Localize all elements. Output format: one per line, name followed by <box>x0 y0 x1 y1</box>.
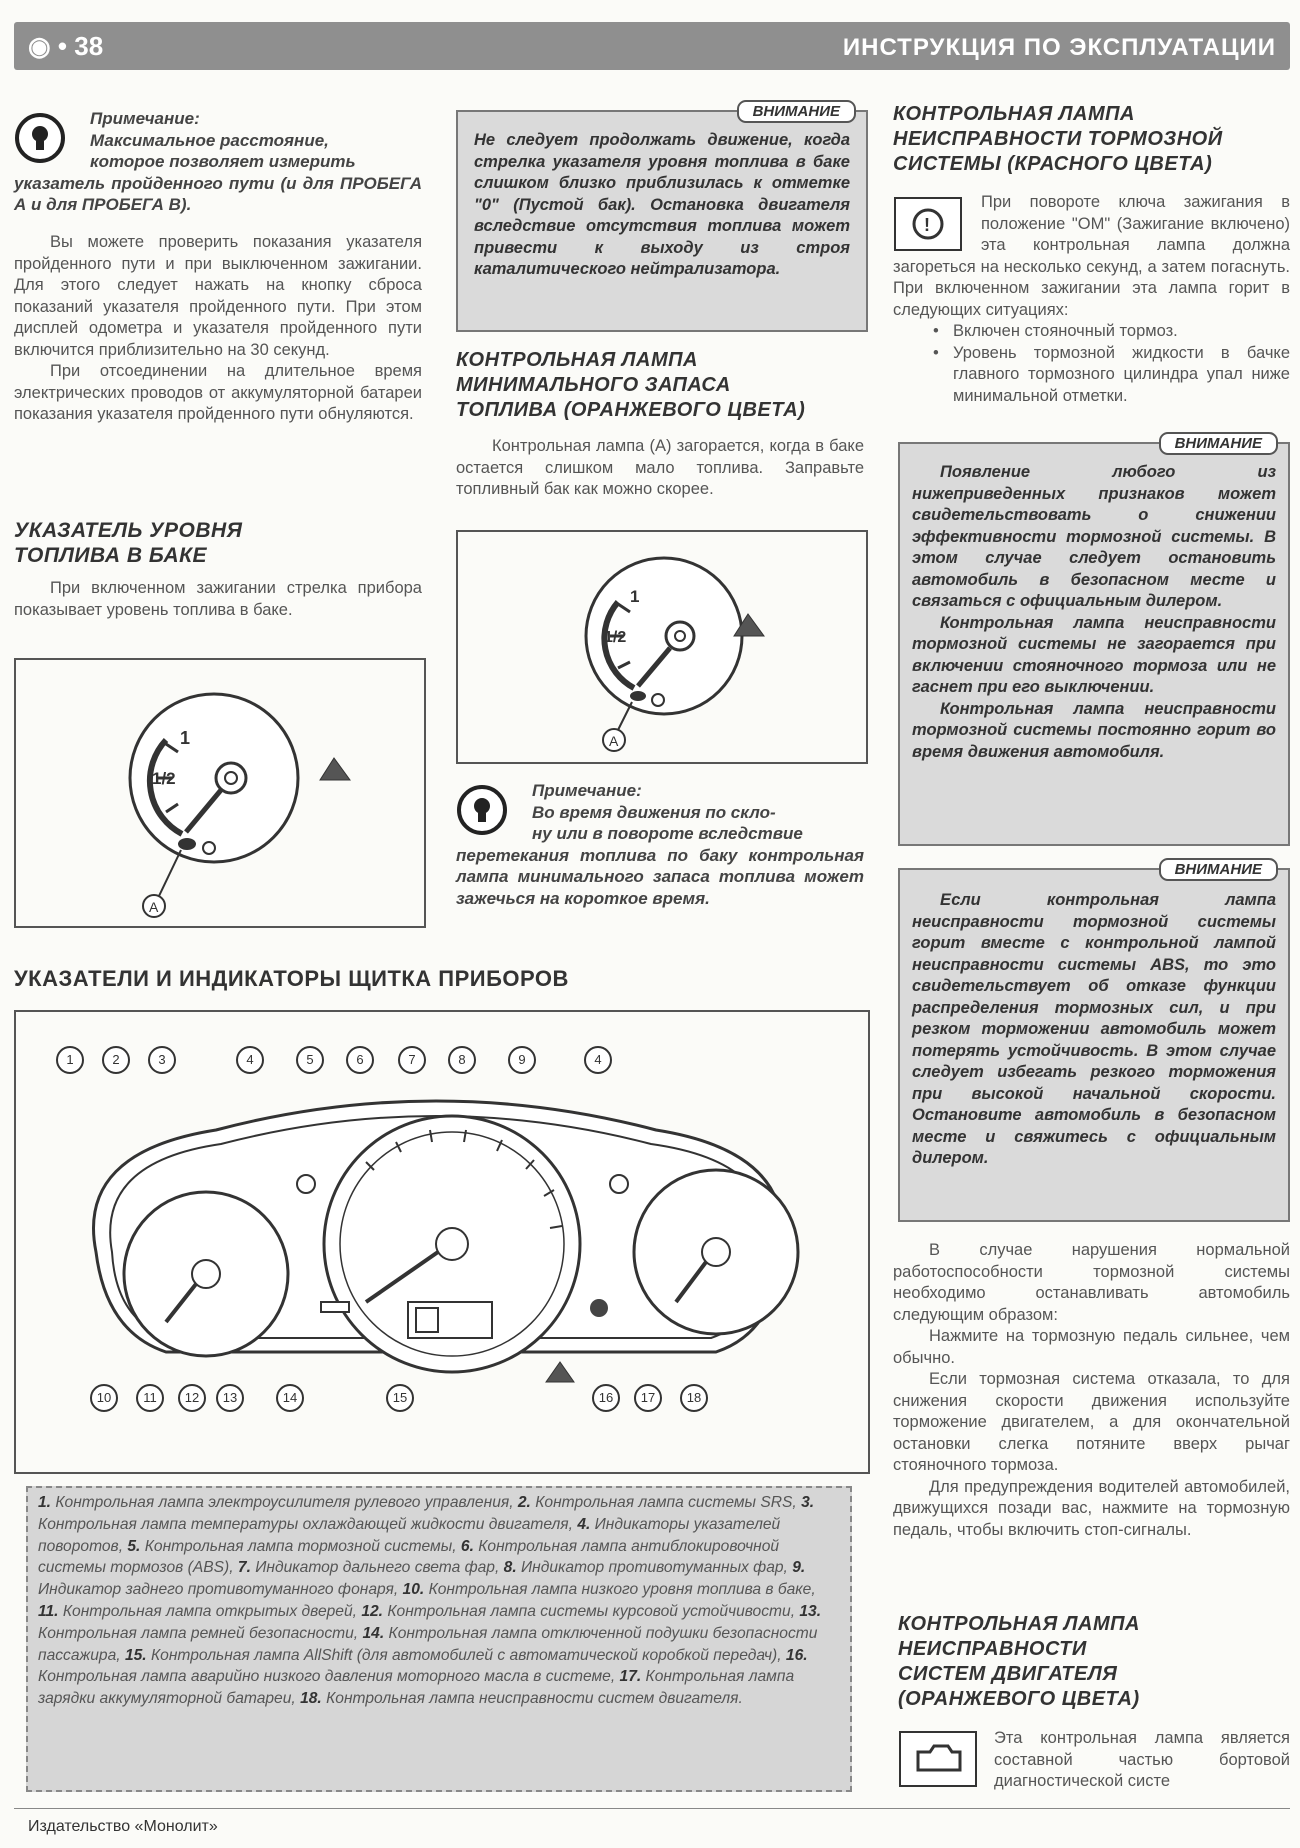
footer-rule <box>14 1808 1290 1809</box>
page-header <box>14 22 1290 70</box>
legend-item: Контрольная лампа антиблокировочной системы тормозов (ABS), <box>38 1537 780 1577</box>
legend-item: Контрольная лампа системы курсовой устойчивости, <box>387 1602 800 1620</box>
callout-bottom: 12 <box>178 1384 206 1412</box>
cluster-heading: УКАЗАТЕЛИ И ИНДИКАТОРЫ ЩИТКА ПРИБОРОВ <box>14 966 569 991</box>
legend-item: Контрольная лампа тормозной системы, <box>144 1537 461 1555</box>
legend-item: Контрольная лампа электроусилителя рулевого управления, <box>55 1494 518 1511</box>
low-fuel-drawing <box>458 532 866 762</box>
legend-item: Контрольная лампа открытых дверей, <box>62 1602 362 1620</box>
brake-warning-icon <box>893 196 963 252</box>
gauge-mark-half: 1/2 <box>152 769 176 788</box>
legend-number: 4. <box>577 1515 595 1533</box>
turn-right-icon <box>610 1175 628 1193</box>
low-fuel-text: Контрольная лампа (А) загорается, когда в баке остается слишком мало топлива. Заправьте топливный бак как можно скорее. <box>456 437 864 498</box>
engine-heading: КОНТРОЛЬНАЯ ЛАМПА НЕИСПРАВНОСТИ СИСТЕМ ДВИГАТЕЛЯ (ОРАНЖЕВОГО ЦВЕТА) <box>898 1613 1140 1710</box>
warning-tag: ВНИМАНИЕ <box>1159 858 1278 881</box>
sunburst-mark-icon <box>320 758 350 780</box>
callout-top: 2 <box>102 1046 130 1074</box>
legend-number: 16. <box>785 1646 808 1664</box>
brake-intro-block: ! При повороте ключа зажигания в положение "ОМ" (Зажигание включено) эта контрольная лампа должна загореться на несколько секунд, а затем погаснуть. При включенном зажигании эта лампа горит в следующих ситуациях: • Включен стояночный тормоз. • Уровень тормозной жидкости в бачке главного тормозного цилиндра упал ниже минимальной отметки. <box>893 192 1290 407</box>
note-label: Примечание: <box>90 109 200 128</box>
callout-top: 4 <box>236 1046 264 1074</box>
fuel-gauge-drawing <box>16 660 424 926</box>
legend-number: 8. <box>503 1559 521 1577</box>
legend-item: Контрольная лампа ремней безопасности, <box>38 1624 363 1642</box>
lightbulb-note-icon <box>14 112 66 164</box>
sunburst-mark-icon <box>546 1362 574 1382</box>
legend-number: 9. <box>792 1559 806 1577</box>
page-number: ◉ • 38 <box>28 31 104 61</box>
legend-item: Контрольная лампа AllShift (для автомобилей с автоматической коробкой передач), <box>150 1646 786 1664</box>
instrument-cluster-figure <box>14 1010 870 1474</box>
publisher: Издательство «Монолит» <box>28 1818 218 1835</box>
legend-item: Контрольная лампа неисправности систем двигателя. <box>326 1690 743 1708</box>
legend-number: 17. <box>619 1668 646 1686</box>
legend-number: 7. <box>237 1559 256 1577</box>
check-engine-icon <box>898 1730 978 1788</box>
callout-bottom: 18 <box>680 1384 708 1412</box>
legend-item: Контрольная лампа температуры охлаждающей жидкости двигателя, <box>38 1515 578 1533</box>
svg-text:A: A <box>609 733 619 749</box>
warning-tag: ВНИМАНИЕ <box>737 100 856 123</box>
legend-number: 15. <box>124 1646 151 1664</box>
low-fuel-figure <box>456 530 868 764</box>
odometer-text: Вы можете проверить показания указателя пройденного пути и при выключенном зажигании. Для этого следует нажать на кнопку сброса показаний указателя пройденного пути. При этом дисплей одометра и указателя пройденного пути включится приблизительно на 30 секунд. При отсоединении на длительное время электрических проводов от аккумуляторной батареи показания указателя пройденного пути обнуляются. <box>14 233 422 423</box>
callout-top: 9 <box>508 1046 536 1074</box>
callout-top: 8 <box>448 1046 476 1074</box>
callout-top: 5 <box>296 1046 324 1074</box>
turn-left-icon <box>297 1175 315 1193</box>
callout-top: 1 <box>56 1046 84 1074</box>
callout-bottom: 11 <box>136 1384 164 1412</box>
fuel-gauge-heading: УКАЗАТЕЛЬ УРОВНЯ ТОПЛИВА В БАКЕ <box>14 519 243 567</box>
note-block-1: Примечание: Максимальное расстояние, которое позволяет измерить указатель пройденного пути (и для ПРОБЕГА А и для ПРОБЕГА В). <box>14 109 422 214</box>
gauge-mark-full: 1 <box>180 728 191 748</box>
fuel-gauge-figure <box>14 658 426 928</box>
note-block-2: Примечание: Во время движения по скло- ну или в повороте вследствие перетекания топлива по баку контрольная лампа минимального запаса топлива может зажечься на короткое время. <box>456 781 864 908</box>
legend-number: 14. <box>362 1624 389 1642</box>
legend-number: 12. <box>361 1602 388 1620</box>
list-item: • Уровень тормозной жидкости в бачке главного тормозного цилиндра упал ниже минимальной отметки. <box>953 343 1290 408</box>
legend-item: Индикаторы указателей поворотов, <box>38 1515 781 1555</box>
section-title: ИНСТРУКЦИЯ ПО ЭКСПЛУАТАЦИИ <box>842 34 1276 61</box>
warning-box-abs: ВНИМАНИЕ Если контрольная лампа неисправности тормозной системы горит вместе с контрольной лампой неисправности системы ABS, то это свидетельствует об отказе функции распределения тормозных сил, и при резком торможении автомобиль может потерять устойчивость. В этом случае следует избегать резкого торможения при высокой начальной скорости. Остановите автомобиль в безопасном месте и свяжитесь с официальным дилером. <box>898 868 1290 1222</box>
legend-item: Индикатор дальнего света фар, <box>255 1559 504 1577</box>
callout-bottom: 17 <box>634 1384 662 1412</box>
callout-a: A <box>149 899 159 915</box>
lightbulb-note-icon <box>456 784 508 836</box>
legend-number: 5. <box>127 1537 145 1555</box>
low-fuel-lamp-icon <box>178 838 196 850</box>
warning-box-fuel: ВНИМАНИЕ Не следует продолжать движение, когда стрелка указателя уровня топлива в баке слишком близко приблизилась к отметке "0" (Пустой бак). Остановка двигателя вследствие отсутствия топлива может привести к выходу из строя каталитического нейтрализатора. <box>456 110 868 332</box>
brake-failure-text: В случае нарушения нормальной работоспособности тормозной системы необходимо останавливать автомобиль следующим образом: Нажмите на тормозную педаль сильнее, чем обычно. Если тормозная система отказала, то для снижения скорости движения используйте торможение двигателем, а для окончательной остановки слегка потяните вверх рычаг стояночного тормоза. Для предупреждения водителей автомобилей, движущихся позади вас, нажмите на тормозную педаль, чтобы включить стоп-сигналы. <box>893 1241 1290 1539</box>
legend-number: 11. <box>38 1602 63 1620</box>
low-fuel-lamp-icon <box>630 691 646 701</box>
legend-number: 2. <box>517 1494 536 1511</box>
legend-item: Контрольная лампа отключенной подушки безопасности пассажира, <box>38 1624 818 1664</box>
low-fuel-heading: КОНТРОЛЬНАЯ ЛАМПА МИНИМАЛЬНОГО ЗАПАСА ТОПЛИВА (ОРАНЖЕВОГО ЦВЕТА) <box>456 349 806 421</box>
legend-item: Контрольная лампа зарядки аккумуляторной батареи, <box>38 1668 795 1708</box>
warning-box-brake: ВНИМАНИЕ Появление любого из нижеприведенных признаков может свидетельствовать о снижении эффективности тормозной системы. В этом случае следует остановить автомобиль в безопасном месте и связаться с официальным дилером. Контрольная лампа неисправности тормозной системы не загорается при включении стояночного тормоза или не гаснет при его выключении. Контрольная лампа неисправности тормозной системы постоянно горит во время движения автомобиля. <box>898 442 1290 846</box>
callout-bottom: 15 <box>386 1384 414 1412</box>
fuel-gauge-text: При включенном зажигании стрелка прибора показывает уровень топлива в баке. <box>14 579 422 619</box>
svg-text:1/2: 1/2 <box>604 629 627 646</box>
callout-top: 4 <box>584 1046 612 1074</box>
callout-bottom: 10 <box>90 1384 118 1412</box>
callout-bottom: 16 <box>592 1384 620 1412</box>
note-label: Примечание: <box>532 781 642 800</box>
legend-number: 1. <box>38 1494 56 1511</box>
brake-bullets <box>893 321 1290 407</box>
svg-text:!: ! <box>924 215 930 235</box>
indicator-dot-icon <box>590 1299 608 1317</box>
legend-item: Индикатор заднего противотуманного фонаря, <box>38 1581 403 1599</box>
svg-text:1: 1 <box>630 587 640 606</box>
legend-item: Контрольная лампа системы SRS, <box>535 1494 802 1511</box>
cluster-legend <box>26 1486 852 1792</box>
legend-number: 18. <box>300 1690 327 1708</box>
legend-number: 10. <box>402 1581 429 1599</box>
callout-top: 7 <box>398 1046 426 1074</box>
legend-number: 6. <box>460 1537 479 1555</box>
legend-item: Индикатор противотуманных фар, <box>520 1559 793 1577</box>
legend-number: 3. <box>801 1494 815 1511</box>
callout-top: 6 <box>346 1046 374 1074</box>
callout-bottom: 13 <box>216 1384 244 1412</box>
airbag-off-icon <box>321 1302 349 1312</box>
warning-tag: ВНИМАНИЕ <box>1159 432 1278 455</box>
legend-item: Контрольная лампа аварийно низкого давления моторного масла в системе, <box>38 1668 620 1686</box>
legend-number: 13. <box>799 1602 822 1620</box>
legend-item: Контрольная лампа низкого уровня топлива в баке, <box>428 1581 816 1599</box>
list-item: • Включен стояночный тормоз. <box>953 321 1290 343</box>
engine-intro-block: Эта контрольная лампа является составной частью бортовой диагностической систе <box>898 1728 1290 1793</box>
callout-top: 3 <box>148 1046 176 1074</box>
brake-heading: КОНТРОЛЬНАЯ ЛАМПА НЕИСПРАВНОСТИ ТОРМОЗНОЙ СИСТЕМЫ (КРАСНОГО ЦВЕТА) <box>893 103 1223 175</box>
callout-bottom: 14 <box>276 1384 304 1412</box>
